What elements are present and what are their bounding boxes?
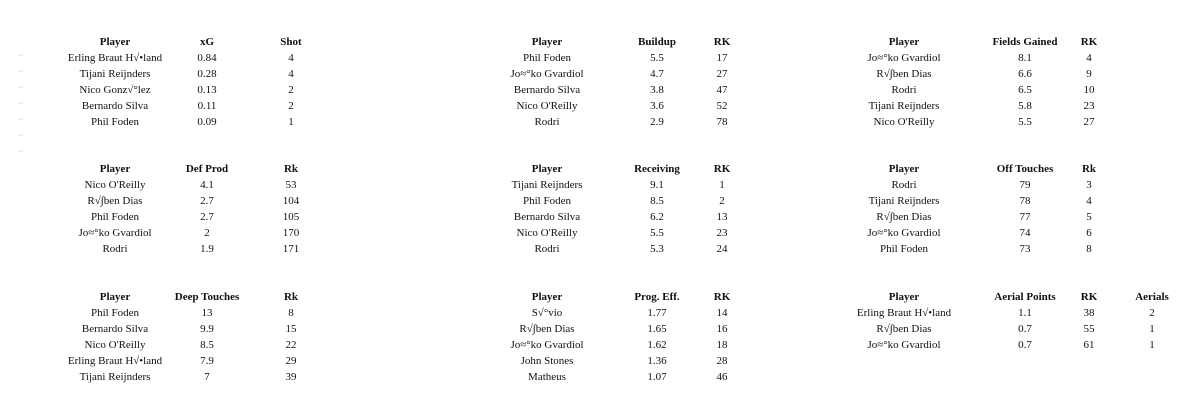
- cell-rank: 1: [288, 116, 294, 128]
- cell-value: 0.28: [197, 68, 217, 80]
- cell-player: Phil Foden: [523, 195, 571, 207]
- column-header-value: xG: [199, 36, 215, 48]
- cell-rank: 9: [1086, 68, 1092, 80]
- cell-rank: 52: [716, 100, 728, 112]
- column-header-extra: Aerials: [1135, 291, 1169, 303]
- column-header-value: Aerial Points: [994, 291, 1056, 303]
- cell-player: Phil Foden: [523, 52, 571, 64]
- cell-rank: 2: [288, 100, 294, 112]
- row-marker: ··: [18, 147, 24, 156]
- cell-extra: 2: [1149, 307, 1155, 319]
- cell-player: Bernardo Silva: [81, 323, 149, 335]
- cell-value: 0.7: [1018, 323, 1032, 335]
- cell-value: 13: [201, 307, 213, 319]
- cell-value: 6.2: [650, 211, 664, 223]
- cell-value: 7: [204, 371, 210, 383]
- row-marker: ··: [18, 83, 24, 92]
- cell-player: John Stones: [520, 355, 574, 367]
- cell-player: Jo≈°ko Gvardiol: [78, 227, 152, 239]
- cell-player: Rodri: [534, 116, 560, 128]
- cell-value: 2.9: [650, 116, 664, 128]
- cell-player: Nico Gonz√°lez: [79, 84, 151, 96]
- cell-player: Nico O'Reilly: [873, 116, 935, 128]
- cell-player: Nico O'Reilly: [84, 339, 146, 351]
- column-header-rank: Rk: [283, 163, 299, 175]
- cell-player: R√∫ben Dias: [519, 323, 575, 335]
- cell-player: Tijani Reijnders: [79, 371, 151, 383]
- column-header-rank: RK: [713, 291, 731, 303]
- cell-player: R√∫ben Dias: [876, 323, 932, 335]
- cell-value: 8.1: [1018, 52, 1032, 64]
- column-header-value: Off Touches: [996, 163, 1054, 175]
- cell-rank: 4: [1086, 195, 1092, 207]
- cell-rank: 46: [716, 371, 728, 383]
- cell-value: 5.8: [1018, 100, 1032, 112]
- cell-player: Rodri: [891, 84, 917, 96]
- cell-player: Tijani Reijnders: [511, 179, 583, 191]
- cell-rank: 5: [1086, 211, 1092, 223]
- cell-player: Rodri: [102, 243, 128, 255]
- column-header-value: Buildup: [638, 36, 676, 48]
- cell-player: Jo≈°ko Gvardiol: [510, 339, 584, 351]
- cell-rank: 171: [282, 243, 300, 255]
- cell-rank: 6: [1086, 227, 1092, 239]
- column-header-value: Receiving: [634, 163, 680, 175]
- cell-player: R√∫ben Dias: [876, 211, 932, 223]
- cell-rank: 61: [1083, 339, 1095, 351]
- cell-value: 1.1: [1018, 307, 1032, 319]
- cell-rank: 53: [285, 179, 297, 191]
- column-header-player: Player: [888, 36, 920, 48]
- cell-value: 5.5: [1018, 116, 1032, 128]
- cell-value: 8.5: [650, 195, 664, 207]
- cell-value: 2.7: [200, 195, 214, 207]
- cell-rank: 28: [716, 355, 728, 367]
- cell-player: Jo≈°ko Gvardiol: [867, 227, 941, 239]
- cell-player: Tijani Reijnders: [79, 68, 151, 80]
- cell-rank: 78: [716, 116, 728, 128]
- cell-rank: 27: [716, 68, 728, 80]
- cell-value: 5.5: [650, 52, 664, 64]
- cell-value: 6.6: [1018, 68, 1032, 80]
- cell-value: 77: [1019, 211, 1031, 223]
- cell-value: 1.07: [647, 371, 667, 383]
- column-header-player: Player: [99, 291, 131, 303]
- cell-value: 1.9: [200, 243, 214, 255]
- column-header-rank: Rk: [283, 291, 299, 303]
- cell-value: 78: [1019, 195, 1031, 207]
- cell-player: Erling Braut H√•land: [67, 52, 163, 64]
- cell-value: 73: [1019, 243, 1031, 255]
- column-header-rank: RK: [713, 36, 731, 48]
- cell-player: S√°vio: [531, 307, 563, 319]
- cell-value: 7.9: [200, 355, 214, 367]
- row-marker: ··: [18, 131, 24, 140]
- cell-rank: 16: [716, 323, 728, 335]
- cell-player: Phil Foden: [91, 116, 139, 128]
- cell-rank: 10: [1083, 84, 1095, 96]
- cell-rank: 3: [1086, 179, 1092, 191]
- cell-player: Bernardo Silva: [513, 211, 581, 223]
- cell-rank: 4: [1086, 52, 1092, 64]
- cell-value: 0.11: [197, 100, 217, 112]
- cell-player: Jo≈°ko Gvardiol: [510, 68, 584, 80]
- cell-rank: 14: [716, 307, 728, 319]
- cell-value: 2: [204, 227, 210, 239]
- cell-player: Phil Foden: [91, 307, 139, 319]
- cell-rank: 104: [282, 195, 300, 207]
- column-header-rank: RK: [713, 163, 731, 175]
- cell-value: 0.13: [197, 84, 217, 96]
- row-marker: ··: [18, 51, 24, 60]
- cell-rank: 24: [716, 243, 728, 255]
- cell-rank: 29: [285, 355, 297, 367]
- cell-value: 1.65: [647, 323, 667, 335]
- row-marker: ··: [18, 99, 24, 108]
- cell-player: Phil Foden: [91, 211, 139, 223]
- cell-rank: 23: [716, 227, 728, 239]
- cell-rank: 15: [285, 323, 297, 335]
- cell-player: Phil Foden: [880, 243, 928, 255]
- cell-rank: 27: [1083, 116, 1095, 128]
- cell-rank: 8: [288, 307, 294, 319]
- cell-player: Jo≈°ko Gvardiol: [867, 339, 941, 351]
- cell-value: 74: [1019, 227, 1031, 239]
- column-header-player: Player: [99, 163, 131, 175]
- cell-rank: 38: [1083, 307, 1095, 319]
- cell-rank: 1: [719, 179, 725, 191]
- cell-rank: 105: [282, 211, 300, 223]
- cell-rank: 23: [1083, 100, 1095, 112]
- cell-rank: 2: [288, 84, 294, 96]
- cell-rank: 18: [716, 339, 728, 351]
- cell-player: Nico O'Reilly: [516, 227, 578, 239]
- cell-player: Jo≈°ko Gvardiol: [867, 52, 941, 64]
- cell-rank: 8: [1086, 243, 1092, 255]
- cell-value: 9.9: [200, 323, 214, 335]
- column-header-player: Player: [99, 36, 131, 48]
- cell-rank: 13: [716, 211, 728, 223]
- column-header-player: Player: [888, 163, 920, 175]
- cell-player: R√∫ben Dias: [87, 195, 143, 207]
- cell-value: 1.36: [647, 355, 667, 367]
- cell-value: 5.5: [650, 227, 664, 239]
- cell-value: 0.84: [197, 52, 217, 64]
- cell-value: 4.7: [650, 68, 664, 80]
- cell-rank: 4: [288, 52, 294, 64]
- cell-value: 2.7: [200, 211, 214, 223]
- cell-value: 8.5: [200, 339, 214, 351]
- cell-player: Rodri: [891, 179, 917, 191]
- cell-player: Bernardo Silva: [513, 84, 581, 96]
- cell-rank: 2: [719, 195, 725, 207]
- column-header-rank: Shot: [280, 36, 302, 48]
- cell-value: 4.1: [200, 179, 214, 191]
- cell-value: 5.3: [650, 243, 664, 255]
- column-header-rank: RK: [1080, 291, 1098, 303]
- column-header-value: Def Prod: [185, 163, 229, 175]
- cell-value: 0.09: [197, 116, 217, 128]
- column-header-rank: Rk: [1081, 163, 1097, 175]
- cell-value: 0.7: [1018, 339, 1032, 351]
- cell-value: 9.1: [650, 179, 664, 191]
- cell-value: 1.62: [647, 339, 667, 351]
- row-marker-gutter: [18, 50, 23, 162]
- cell-rank: 4: [288, 68, 294, 80]
- row-marker: ··: [18, 115, 24, 124]
- cell-player: Matheus: [528, 371, 566, 383]
- cell-rank: 47: [716, 84, 728, 96]
- cell-player: Rodri: [534, 243, 560, 255]
- column-header-value: Fields Gained: [992, 36, 1058, 48]
- cell-rank: 39: [285, 371, 297, 383]
- cell-rank: 17: [716, 52, 728, 64]
- cell-player: Tijani Reijnders: [868, 195, 940, 207]
- cell-value: 79: [1019, 179, 1031, 191]
- cell-value: 6.5: [1018, 84, 1032, 96]
- column-header-value: Prog. Eff.: [634, 291, 680, 303]
- row-marker: ··: [18, 67, 24, 76]
- cell-value: 1.77: [647, 307, 667, 319]
- cell-value: 3.6: [650, 100, 664, 112]
- cell-player: Nico O'Reilly: [84, 179, 146, 191]
- cell-value: 3.8: [650, 84, 664, 96]
- cell-player: Bernardo Silva: [81, 100, 149, 112]
- column-header-player: Player: [531, 291, 563, 303]
- column-header-player: Player: [531, 36, 563, 48]
- cell-extra: 1: [1149, 339, 1155, 351]
- cell-player: Erling Braut H√•land: [856, 307, 952, 319]
- cell-rank: 170: [282, 227, 300, 239]
- cell-extra: 1: [1149, 323, 1155, 335]
- column-header-value: Deep Touches: [174, 291, 240, 303]
- cell-rank: 55: [1083, 323, 1095, 335]
- cell-player: Erling Braut H√•land: [67, 355, 163, 367]
- column-header-player: Player: [888, 291, 920, 303]
- cell-rank: 22: [285, 339, 297, 351]
- cell-player: Nico O'Reilly: [516, 100, 578, 112]
- cell-player: R√∫ben Dias: [876, 68, 932, 80]
- cell-player: Tijani Reijnders: [868, 100, 940, 112]
- column-header-rank: RK: [1080, 36, 1098, 48]
- column-header-player: Player: [531, 163, 563, 175]
